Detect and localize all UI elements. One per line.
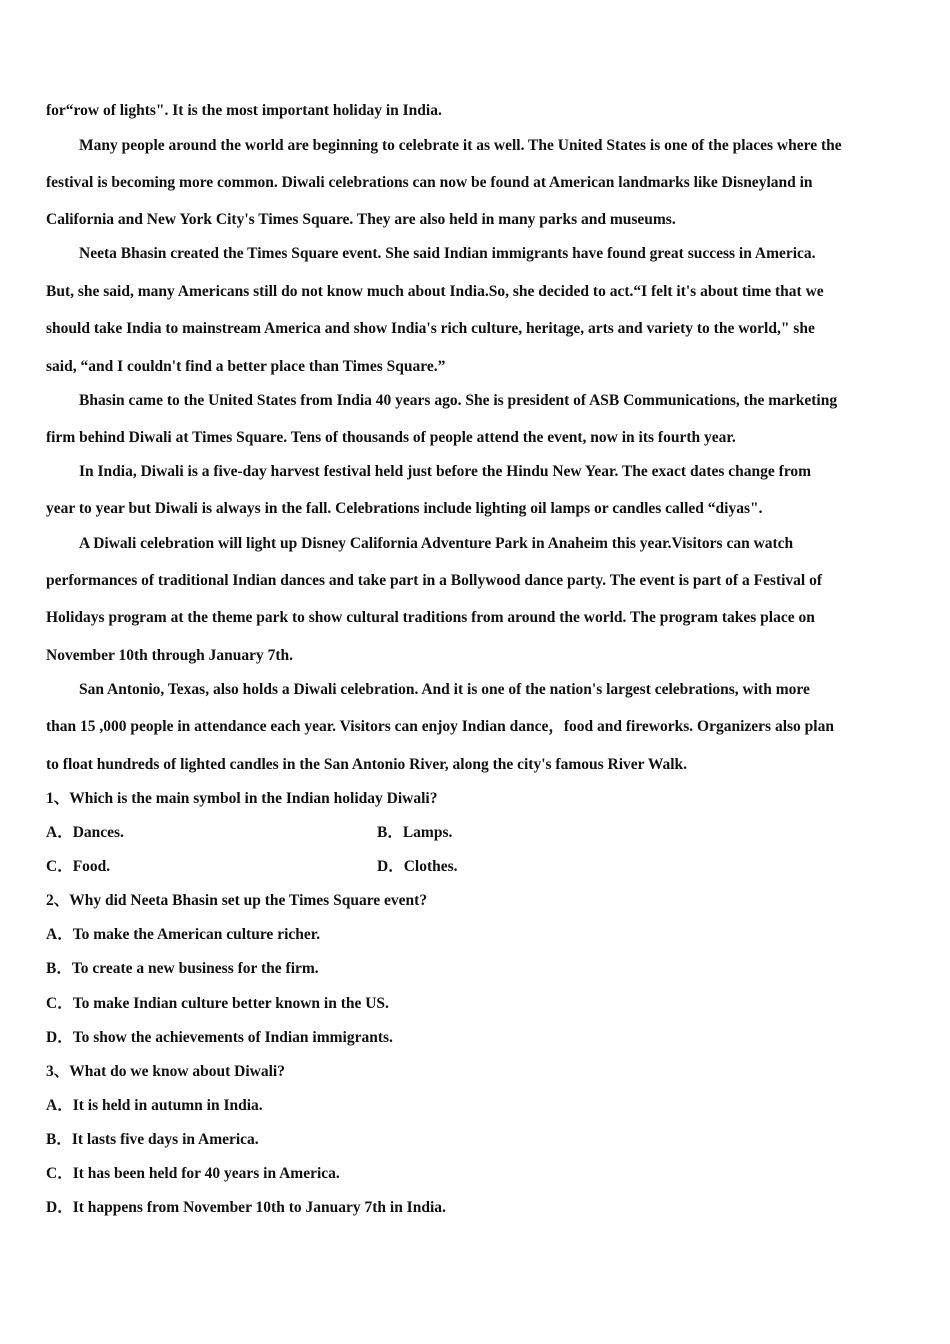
passage-line: California and New York City's Times Square. They are also held in many parks and museums. (46, 211, 676, 228)
passage-line: Bhasin came to the United States from India 40 years ago. She is president of ASB Communications, the marketing (79, 392, 838, 409)
answer-option: A．It is held in autumn in India. (46, 1097, 263, 1114)
passage-line: performances of traditional Indian dances and take part in a Bollywood dance party. The event is part of a Festival of (46, 572, 823, 589)
answer-option: B．It lasts five days in America. (46, 1131, 259, 1148)
answer-option: C．It has been held for 40 years in America. (46, 1165, 340, 1182)
question-stem: 1、Which is the main symbol in the Indian holiday Diwali? (46, 790, 438, 807)
answer-option: A．To make the American culture richer. (46, 926, 321, 943)
answer-option: D．Clothes. (377, 858, 458, 875)
passage-line: firm behind Diwali at Times Square. Tens of thousands of people attend the event, now in its fourth year. (46, 429, 736, 446)
passage-line: Neeta Bhasin created the Times Square event. She said Indian immigrants have found great success in America. (79, 245, 816, 262)
passage-line: festival is becoming more common. Diwali celebrations can now be found at American landmarks like Disneyland in (46, 174, 813, 191)
answer-option: B．Lamps. (377, 824, 453, 841)
answer-option: B．To create a new business for the firm. (46, 960, 319, 977)
passage-line: November 10th through January 7th. (46, 647, 294, 664)
question-stem: 2、Why did Neeta Bhasin set up the Times Square event? (46, 892, 428, 909)
answer-option: D．To show the achievements of Indian immigrants. (46, 1029, 393, 1046)
answer-option: C．Food. (46, 858, 111, 875)
question-stem: 3、What do we know about Diwali? (46, 1063, 285, 1080)
passage-line: San Antonio, Texas, also holds a Diwali celebration. And it is one of the nation's largest celebrations, with more (79, 681, 810, 698)
answer-option: D．It happens from November 10th to January 7th in India. (46, 1199, 446, 1216)
passage-line: In India, Diwali is a five-day harvest festival held just before the Hindu New Year. The exact dates change from (79, 463, 812, 480)
passage-line: Holidays program at the theme park to show cultural traditions from around the world. The program takes place on (46, 609, 815, 626)
answer-option: C．To make Indian culture better known in the US. (46, 995, 389, 1012)
passage-line: said, “and I couldn't find a better place than Times Square.” (46, 358, 446, 375)
passage-line: But, she said, many Americans still do not know much about India.So, she decided to act.“I felt it's about time that we (46, 283, 824, 300)
passage-line: than 15 ,000 people in attendance each year. Visitors can enjoy Indian dance，food and fireworks. Organizers also plan (46, 718, 834, 735)
passage-line: should take India to mainstream America and show India's rich culture, heritage, arts and variety to the world," she (46, 320, 815, 337)
passage-line: for“row of lights". It is the most important holiday in India. (46, 102, 442, 119)
passage-line: to float hundreds of lighted candles in the San Antonio River, along the city's famous River Walk. (46, 756, 688, 773)
passage-line: A Diwali celebration will light up Disney California Adventure Park in Anaheim this year.Visitors can watch (79, 535, 794, 552)
passage-line: year to year but Diwali is always in the fall. Celebrations include lighting oil lamps or candles called “diyas". (46, 500, 763, 517)
answer-option: A．Dances. (46, 824, 124, 841)
passage-line: Many people around the world are beginning to celebrate it as well. The United States is one of the places where the (79, 137, 842, 154)
